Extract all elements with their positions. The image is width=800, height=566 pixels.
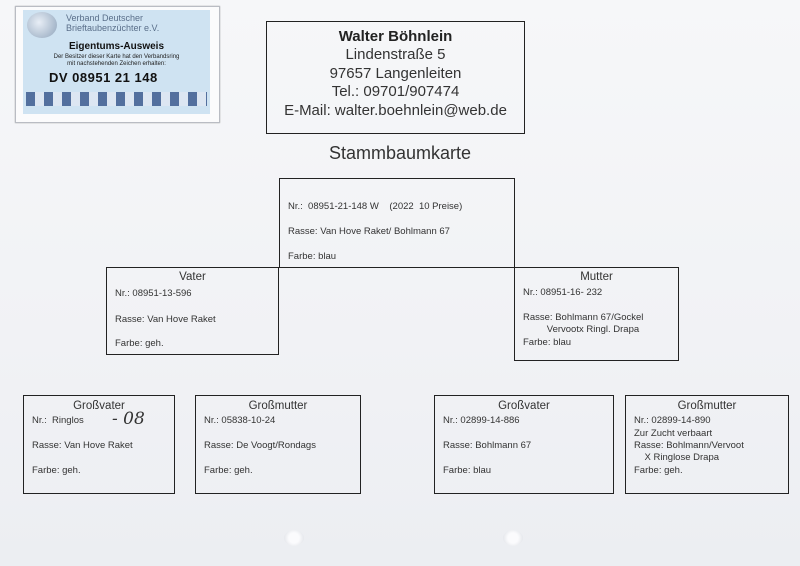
maternal-grandmother-box bbox=[625, 395, 789, 494]
subject-nr: Nr.: 08951-21-148 W (2022 10 Preise) bbox=[288, 201, 463, 212]
father-rasse: Rasse: Van Hove Raket bbox=[115, 314, 216, 325]
mother-rasse-line1: Rasse: Bohlmann 67/Gockel bbox=[523, 312, 644, 323]
father-title: Vater bbox=[179, 271, 206, 283]
paternal-grandfather-nr: Nr.: Ringlos bbox=[32, 415, 84, 426]
mother-box bbox=[514, 267, 679, 361]
card-ring-number: DV 08951 21 148 bbox=[49, 70, 158, 85]
paternal-grandmother-rasse: Rasse: De Voogt/Rondags bbox=[204, 440, 316, 451]
ownership-id-sticker bbox=[15, 6, 220, 123]
father-box bbox=[106, 267, 279, 355]
card-org-line2: Brieftaubenzüchter e.V. bbox=[66, 23, 160, 33]
subject-box bbox=[279, 178, 515, 268]
paternal-grandmother-box bbox=[195, 395, 361, 494]
maternal-grandfather-box bbox=[434, 395, 614, 494]
subject-farbe: Farbe: blau bbox=[288, 251, 337, 262]
mother-title: Mutter bbox=[580, 271, 613, 283]
father-nr: Nr.: 08951-13-596 bbox=[115, 288, 192, 299]
paternal-grandmother-farbe: Farbe: geh. bbox=[204, 465, 253, 476]
maternal-grandfather-farbe: Farbe: blau bbox=[443, 465, 492, 476]
punch-hole-right bbox=[503, 530, 523, 546]
paternal-grandfather-farbe: Farbe: geh. bbox=[32, 465, 81, 476]
paternal-grandfather-box bbox=[23, 395, 175, 494]
pigeon-logo-icon bbox=[27, 12, 57, 38]
paternal-grandfather-title: Großvater bbox=[73, 400, 125, 412]
document-title: Stammbaumkarte bbox=[328, 143, 472, 163]
paternal-grandmother-nr: Nr.: 05838-10-24 bbox=[204, 415, 276, 426]
owner-address-box bbox=[266, 21, 525, 134]
handwritten-ring-year: - 08 bbox=[112, 409, 145, 429]
maternal-grandmother-rasse-line2: X Ringlose Drapa bbox=[634, 452, 720, 463]
punch-hole-left bbox=[284, 530, 304, 546]
maternal-grandmother-nr: Nr.: 02899-14-890 bbox=[634, 415, 711, 426]
paternal-grandfather-rasse: Rasse: Van Hove Raket bbox=[32, 440, 133, 451]
maternal-grandmother-title: Großmutter bbox=[677, 400, 737, 412]
maternal-grandfather-title: Großvater bbox=[498, 400, 550, 412]
id-card bbox=[23, 10, 210, 114]
mother-rasse-line2: Vervootx Ringl. Drapa bbox=[523, 324, 640, 335]
father-farbe: Farbe: geh. bbox=[115, 338, 164, 349]
mother-nr: Nr.: 08951-16- 232 bbox=[523, 287, 603, 298]
owner-street: Lindenstraße 5 bbox=[345, 46, 446, 63]
maternal-grandmother-rasse-line1: Rasse: Bohlmann/Vervoot bbox=[634, 440, 744, 451]
card-note-line2: mit nachstehenden Zeichen erhalten: bbox=[67, 61, 166, 67]
maternal-grandfather-rasse: Rasse: Bohlmann 67 bbox=[443, 440, 532, 451]
card-note-line1: Der Besitzer dieser Karte hat den Verbandsring bbox=[53, 54, 180, 60]
card-pattern-strip bbox=[26, 92, 207, 106]
subject-rasse: Rasse: Van Hove Raket/ Bohlmann 67 bbox=[288, 226, 450, 237]
maternal-grandmother-farbe: Farbe: geh. bbox=[634, 465, 683, 476]
maternal-grandmother-note: Zur Zucht verbaart bbox=[634, 428, 713, 439]
owner-phone: Tel.: 09701/907474 bbox=[331, 83, 460, 100]
paternal-grandmother-title: Großmutter bbox=[248, 400, 308, 412]
owner-city: 97657 Langenleiten bbox=[329, 65, 462, 82]
maternal-grandfather-nr: Nr.: 02899-14-886 bbox=[443, 415, 520, 426]
owner-name: Walter Böhnlein bbox=[338, 28, 453, 45]
card-org-line1: Verband Deutscher bbox=[66, 13, 144, 23]
mother-farbe: Farbe: blau bbox=[523, 337, 572, 348]
owner-email: E-Mail: walter.boehnlein@web.de bbox=[284, 102, 507, 119]
card-title: Eigentums-Ausweis bbox=[68, 41, 165, 52]
